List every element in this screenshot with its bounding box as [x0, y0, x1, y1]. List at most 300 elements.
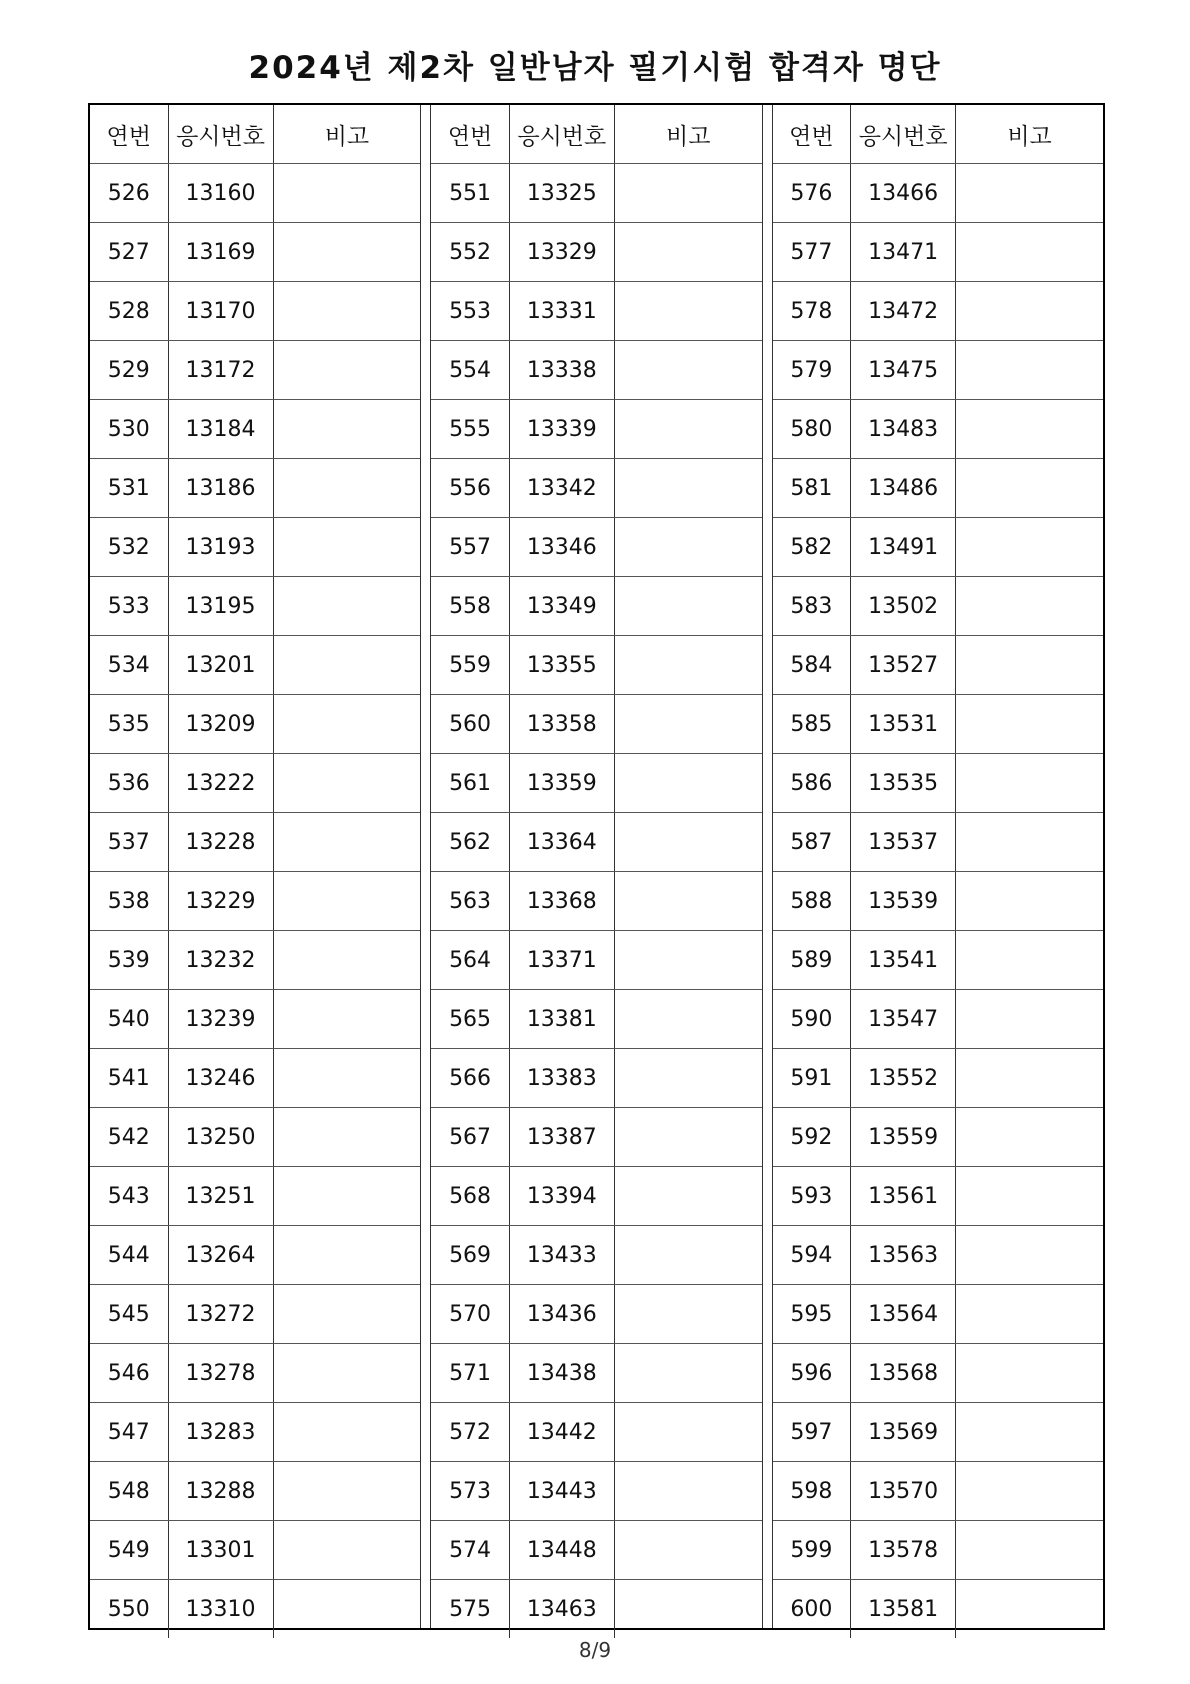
- exam-number-cell: 13169: [168, 223, 273, 282]
- seq-cell: 545: [90, 1285, 168, 1344]
- seq-cell: 597: [773, 1403, 851, 1462]
- exam-number-cell: 13342: [509, 459, 614, 518]
- exam-number-cell: 13201: [168, 636, 273, 695]
- exam-number-cell: 13232: [168, 931, 273, 990]
- exam-number-cell: 13552: [851, 1049, 956, 1108]
- exam-number-cell: 13278: [168, 1344, 273, 1403]
- exam-number-cell: 13250: [168, 1108, 273, 1167]
- seq-cell: 593: [773, 1167, 851, 1226]
- exam-number-cell: 13368: [509, 872, 614, 931]
- note-cell: [956, 990, 1103, 1049]
- table-row: [773, 931, 1103, 990]
- exam-number-cell: 13301: [168, 1521, 273, 1580]
- table-row: [773, 459, 1103, 518]
- table-row: [773, 695, 1103, 754]
- seq-cell: 569: [431, 1226, 509, 1285]
- exam-number-cell: 13339: [509, 400, 614, 459]
- exam-number-cell: 13195: [168, 577, 273, 636]
- note-cell: [614, 1403, 761, 1462]
- table-row: [90, 518, 420, 577]
- note-cell: [273, 872, 420, 931]
- seq-cell: 571: [431, 1344, 509, 1403]
- seq-cell: 559: [431, 636, 509, 695]
- note-cell: [956, 872, 1103, 931]
- exam-number-cell: 13228: [168, 813, 273, 872]
- seq-cell: 596: [773, 1344, 851, 1403]
- exam-number-cell: 13483: [851, 400, 956, 459]
- note-cell: [956, 931, 1103, 990]
- table-row: [431, 282, 761, 341]
- table-row: [773, 1285, 1103, 1344]
- table-row: [90, 459, 420, 518]
- page-number: 8/9: [578, 1638, 612, 1662]
- seq-cell: 558: [431, 577, 509, 636]
- table-row: [431, 577, 761, 636]
- note-cell: [273, 695, 420, 754]
- note-cell: [614, 813, 761, 872]
- seq-cell: 576: [773, 164, 851, 223]
- exam-number-cell: 13359: [509, 754, 614, 813]
- seq-cell: 582: [773, 518, 851, 577]
- note-cell: [614, 872, 761, 931]
- exam-number-cell: 13381: [509, 990, 614, 1049]
- exam-number-cell: 13433: [509, 1226, 614, 1285]
- seq-cell: 587: [773, 813, 851, 872]
- note-cell: [614, 341, 761, 400]
- exam-number-cell: 13537: [851, 813, 956, 872]
- seq-cell: 547: [90, 1403, 168, 1462]
- seq-cell: 567: [431, 1108, 509, 1167]
- table-row: [431, 164, 761, 223]
- seq-cell: 600: [773, 1580, 851, 1639]
- note-cell: [614, 636, 761, 695]
- results-block-3: [773, 105, 1103, 1628]
- seq-cell: 554: [431, 341, 509, 400]
- exam-number-cell: 13209: [168, 695, 273, 754]
- exam-number-cell: 13246: [168, 1049, 273, 1108]
- exam-number-cell: 13570: [851, 1462, 956, 1521]
- table-row: [90, 636, 420, 695]
- table-row: [431, 341, 761, 400]
- table-row: [431, 1167, 761, 1226]
- table-row: [773, 518, 1103, 577]
- note-cell: [956, 459, 1103, 518]
- note-cell: [273, 459, 420, 518]
- exam-number-cell: 13563: [851, 1226, 956, 1285]
- note-cell: [956, 636, 1103, 695]
- note-cell: [956, 341, 1103, 400]
- note-cell: [273, 164, 420, 223]
- note-cell: [956, 813, 1103, 872]
- note-cell: [956, 1226, 1103, 1285]
- seq-cell: 599: [773, 1521, 851, 1580]
- exam-number-cell: 13272: [168, 1285, 273, 1344]
- seq-cell: 572: [431, 1403, 509, 1462]
- note-cell: [273, 577, 420, 636]
- table-row: [773, 577, 1103, 636]
- table-row: [773, 636, 1103, 695]
- seq-cell: 533: [90, 577, 168, 636]
- seq-cell: 539: [90, 931, 168, 990]
- header-seq: 연번: [431, 105, 509, 164]
- seq-cell: 546: [90, 1344, 168, 1403]
- note-cell: [614, 1049, 761, 1108]
- exam-number-cell: 13436: [509, 1285, 614, 1344]
- exam-number-cell: 13561: [851, 1167, 956, 1226]
- seq-cell: 581: [773, 459, 851, 518]
- table-row: [773, 223, 1103, 282]
- note-cell: [956, 223, 1103, 282]
- seq-cell: 549: [90, 1521, 168, 1580]
- exam-number-cell: 13355: [509, 636, 614, 695]
- seq-cell: 535: [90, 695, 168, 754]
- seq-cell: 556: [431, 459, 509, 518]
- seq-cell: 592: [773, 1108, 851, 1167]
- table-header-row: [773, 105, 1103, 164]
- seq-cell: 555: [431, 400, 509, 459]
- table-row: [773, 1167, 1103, 1226]
- seq-cell: 531: [90, 459, 168, 518]
- note-cell: [956, 1285, 1103, 1344]
- exam-number-cell: 13331: [509, 282, 614, 341]
- exam-number-cell: 13442: [509, 1403, 614, 1462]
- exam-number-cell: 13568: [851, 1344, 956, 1403]
- header-exam-number: 응시번호: [851, 105, 956, 164]
- table-row: [773, 1403, 1103, 1462]
- table-row: [773, 400, 1103, 459]
- exam-number-cell: 13535: [851, 754, 956, 813]
- table-row: [773, 813, 1103, 872]
- seq-cell: 591: [773, 1049, 851, 1108]
- seq-cell: 583: [773, 577, 851, 636]
- note-cell: [273, 990, 420, 1049]
- note-cell: [273, 1462, 420, 1521]
- table-row: [90, 1344, 420, 1403]
- exam-number-cell: 13349: [509, 577, 614, 636]
- exam-number-cell: 13564: [851, 1285, 956, 1344]
- seq-cell: 562: [431, 813, 509, 872]
- table-row: [431, 990, 761, 1049]
- table-row: [773, 872, 1103, 931]
- exam-number-cell: 13527: [851, 636, 956, 695]
- table-row: [90, 1226, 420, 1285]
- note-cell: [956, 695, 1103, 754]
- seq-cell: 532: [90, 518, 168, 577]
- note-cell: [956, 577, 1103, 636]
- exam-number-cell: 13569: [851, 1403, 956, 1462]
- exam-number-cell: 13472: [851, 282, 956, 341]
- note-cell: [614, 282, 761, 341]
- header-seq: 연번: [90, 105, 168, 164]
- note-cell: [273, 1049, 420, 1108]
- exam-number-cell: 13463: [509, 1580, 614, 1639]
- seq-cell: 578: [773, 282, 851, 341]
- table-row: [90, 813, 420, 872]
- seq-cell: 564: [431, 931, 509, 990]
- seq-cell: 563: [431, 872, 509, 931]
- exam-number-cell: 13193: [168, 518, 273, 577]
- exam-number-cell: 13466: [851, 164, 956, 223]
- table-row: [773, 1580, 1103, 1639]
- header-note: 비고: [614, 105, 761, 164]
- table-row: [90, 872, 420, 931]
- table-row: [90, 1167, 420, 1226]
- table-row: [431, 1226, 761, 1285]
- exam-number-cell: 13559: [851, 1108, 956, 1167]
- table-row: [90, 164, 420, 223]
- table-row: [431, 1580, 761, 1639]
- exam-number-cell: 13186: [168, 459, 273, 518]
- exam-number-cell: 13310: [168, 1580, 273, 1639]
- table-row: [90, 754, 420, 813]
- seq-cell: 543: [90, 1167, 168, 1226]
- seq-cell: 574: [431, 1521, 509, 1580]
- exam-number-cell: 13251: [168, 1167, 273, 1226]
- note-cell: [956, 754, 1103, 813]
- results-block-2: [431, 105, 761, 1628]
- note-cell: [614, 1285, 761, 1344]
- column-divider: [762, 105, 773, 1628]
- note-cell: [614, 459, 761, 518]
- table-row: [90, 1462, 420, 1521]
- note-cell: [273, 341, 420, 400]
- note-cell: [614, 1462, 761, 1521]
- note-cell: [956, 1167, 1103, 1226]
- note-cell: [273, 1403, 420, 1462]
- seq-cell: 590: [773, 990, 851, 1049]
- note-cell: [956, 282, 1103, 341]
- exam-number-cell: 13394: [509, 1167, 614, 1226]
- exam-number-cell: 13471: [851, 223, 956, 282]
- table-row: [90, 223, 420, 282]
- table-row: [773, 282, 1103, 341]
- exam-number-cell: 13438: [509, 1344, 614, 1403]
- results-table-1: [90, 105, 420, 1638]
- seq-cell: 538: [90, 872, 168, 931]
- table-row: [773, 1108, 1103, 1167]
- note-cell: [614, 223, 761, 282]
- table-header-row: [90, 105, 420, 164]
- note-cell: [273, 1344, 420, 1403]
- seq-cell: 560: [431, 695, 509, 754]
- table-row: [90, 695, 420, 754]
- exam-number-cell: 13358: [509, 695, 614, 754]
- table-row: [90, 990, 420, 1049]
- table-row: [773, 1049, 1103, 1108]
- header-exam-number: 응시번호: [168, 105, 273, 164]
- seq-cell: 573: [431, 1462, 509, 1521]
- seq-cell: 541: [90, 1049, 168, 1108]
- seq-cell: 579: [773, 341, 851, 400]
- note-cell: [956, 1049, 1103, 1108]
- column-divider: [420, 105, 431, 1628]
- page-title: 2024년 제2차 일반남자 필기시험 합격자 명단: [248, 50, 942, 86]
- table-row: [431, 459, 761, 518]
- exam-number-cell: 13387: [509, 1108, 614, 1167]
- note-cell: [956, 1462, 1103, 1521]
- table-row: [431, 518, 761, 577]
- exam-number-cell: 13229: [168, 872, 273, 931]
- table-row: [431, 1521, 761, 1580]
- seq-cell: 598: [773, 1462, 851, 1521]
- seq-cell: 528: [90, 282, 168, 341]
- note-cell: [273, 223, 420, 282]
- table-row: [90, 931, 420, 990]
- note-cell: [614, 695, 761, 754]
- results-sheet: [88, 103, 1105, 1630]
- table-row: [431, 1462, 761, 1521]
- note-cell: [273, 1580, 420, 1639]
- note-cell: [614, 754, 761, 813]
- seq-cell: 580: [773, 400, 851, 459]
- note-cell: [273, 754, 420, 813]
- seq-cell: 552: [431, 223, 509, 282]
- table-row: [431, 695, 761, 754]
- exam-number-cell: 13371: [509, 931, 614, 990]
- seq-cell: 534: [90, 636, 168, 695]
- header-note: 비고: [956, 105, 1103, 164]
- seq-cell: 530: [90, 400, 168, 459]
- table-row: [431, 931, 761, 990]
- table-row: [773, 990, 1103, 1049]
- exam-number-cell: 13502: [851, 577, 956, 636]
- note-cell: [956, 1108, 1103, 1167]
- exam-number-cell: 13170: [168, 282, 273, 341]
- note-cell: [614, 990, 761, 1049]
- table-row: [90, 1049, 420, 1108]
- table-row: [90, 577, 420, 636]
- table-row: [90, 1580, 420, 1639]
- exam-number-cell: 13346: [509, 518, 614, 577]
- exam-number-cell: 13581: [851, 1580, 956, 1639]
- note-cell: [273, 1167, 420, 1226]
- note-cell: [273, 1226, 420, 1285]
- note-cell: [273, 813, 420, 872]
- note-cell: [614, 1521, 761, 1580]
- note-cell: [273, 518, 420, 577]
- table-row: [90, 282, 420, 341]
- table-row: [90, 1521, 420, 1580]
- seq-cell: 537: [90, 813, 168, 872]
- seq-cell: 550: [90, 1580, 168, 1639]
- seq-cell: 584: [773, 636, 851, 695]
- results-block-1: [90, 105, 420, 1628]
- table-row: [431, 872, 761, 931]
- table-row: [773, 754, 1103, 813]
- header-exam-number: 응시번호: [509, 105, 614, 164]
- exam-number-cell: 13547: [851, 990, 956, 1049]
- exam-number-cell: 13283: [168, 1403, 273, 1462]
- seq-cell: 594: [773, 1226, 851, 1285]
- exam-number-cell: 13491: [851, 518, 956, 577]
- exam-number-cell: 13184: [168, 400, 273, 459]
- table-row: [90, 1285, 420, 1344]
- note-cell: [614, 1580, 761, 1639]
- note-cell: [614, 518, 761, 577]
- table-row: [773, 1521, 1103, 1580]
- table-row: [431, 636, 761, 695]
- exam-number-cell: 13475: [851, 341, 956, 400]
- table-row: [773, 164, 1103, 223]
- note-cell: [614, 577, 761, 636]
- table-header-row: [431, 105, 761, 164]
- seq-cell: 588: [773, 872, 851, 931]
- table-row: [90, 1403, 420, 1462]
- seq-cell: 595: [773, 1285, 851, 1344]
- note-cell: [614, 1226, 761, 1285]
- note-cell: [273, 400, 420, 459]
- seq-cell: 575: [431, 1580, 509, 1639]
- seq-cell: 542: [90, 1108, 168, 1167]
- exam-number-cell: 13338: [509, 341, 614, 400]
- note-cell: [273, 636, 420, 695]
- exam-number-cell: 13239: [168, 990, 273, 1049]
- seq-cell: 527: [90, 223, 168, 282]
- note-cell: [956, 1580, 1103, 1639]
- exam-number-cell: 13222: [168, 754, 273, 813]
- table-row: [431, 754, 761, 813]
- table-row: [773, 1344, 1103, 1403]
- seq-cell: 565: [431, 990, 509, 1049]
- exam-number-cell: 13329: [509, 223, 614, 282]
- note-cell: [614, 1108, 761, 1167]
- exam-number-cell: 13486: [851, 459, 956, 518]
- header-note: 비고: [273, 105, 420, 164]
- seq-cell: 536: [90, 754, 168, 813]
- table-row: [773, 1226, 1103, 1285]
- exam-number-cell: 13539: [851, 872, 956, 931]
- seq-cell: 577: [773, 223, 851, 282]
- table-row: [773, 341, 1103, 400]
- seq-cell: 585: [773, 695, 851, 754]
- header-seq: 연번: [773, 105, 851, 164]
- note-cell: [614, 1167, 761, 1226]
- exam-number-cell: 13325: [509, 164, 614, 223]
- note-cell: [956, 518, 1103, 577]
- exam-number-cell: 13448: [509, 1521, 614, 1580]
- table-row: [431, 813, 761, 872]
- seq-cell: 544: [90, 1226, 168, 1285]
- seq-cell: 551: [431, 164, 509, 223]
- exam-number-cell: 13364: [509, 813, 614, 872]
- table-row: [90, 400, 420, 459]
- table-row: [773, 1462, 1103, 1521]
- table-row: [431, 1108, 761, 1167]
- seq-cell: 553: [431, 282, 509, 341]
- seq-cell: 586: [773, 754, 851, 813]
- note-cell: [614, 931, 761, 990]
- seq-cell: 540: [90, 990, 168, 1049]
- table-row: [90, 341, 420, 400]
- note-cell: [273, 931, 420, 990]
- exam-number-cell: 13160: [168, 164, 273, 223]
- results-table-2: [431, 105, 761, 1638]
- table-row: [431, 1344, 761, 1403]
- seq-cell: 568: [431, 1167, 509, 1226]
- exam-number-cell: 13288: [168, 1462, 273, 1521]
- exam-number-cell: 13264: [168, 1226, 273, 1285]
- note-cell: [273, 1108, 420, 1167]
- seq-cell: 589: [773, 931, 851, 990]
- seq-cell: 526: [90, 164, 168, 223]
- note-cell: [956, 1521, 1103, 1580]
- seq-cell: 561: [431, 754, 509, 813]
- exam-number-cell: 13541: [851, 931, 956, 990]
- table-row: [90, 1108, 420, 1167]
- seq-cell: 548: [90, 1462, 168, 1521]
- note-cell: [273, 282, 420, 341]
- note-cell: [956, 164, 1103, 223]
